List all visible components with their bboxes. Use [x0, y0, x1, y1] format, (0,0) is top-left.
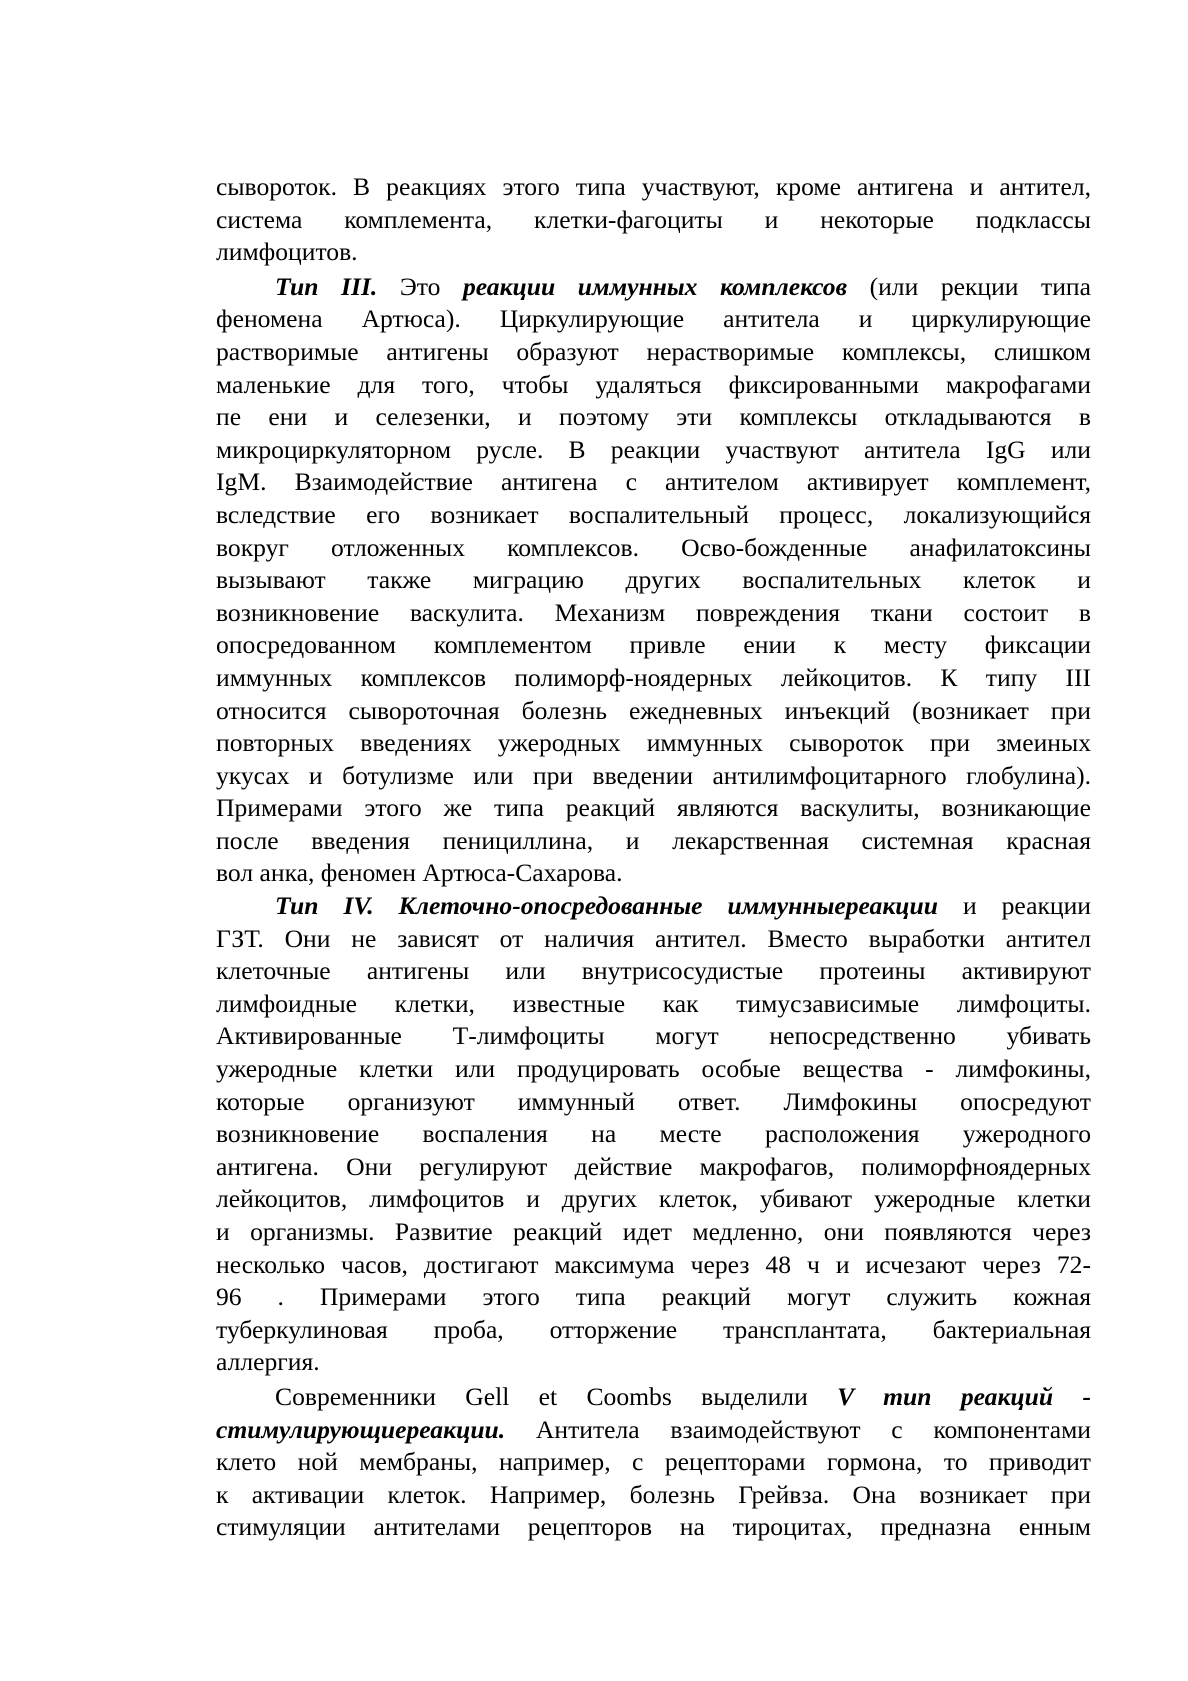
type-5-term: V тип реакций - [837, 1381, 1092, 1411]
text-line: иммунных комплексов полиморф-ноядерных лейкоцитов. К типу III [216, 662, 1091, 692]
text-line: Примерами этого же типа реакций являются васкулиты, возникающие [216, 793, 1091, 823]
text-line: лимфоцитов. [216, 237, 358, 267]
text-line: лейкоцитов, лимфоцитов и других клеток, убивают ужеродные клетки [216, 1184, 1091, 1214]
text-line: опосредованном комплементом привле ении к месту фиксации [216, 630, 1091, 660]
text-line: клето ной мембраны, например, с рецепторами гормона, то приводит [216, 1447, 1091, 1477]
text-line: укусах и ботулизме или при введении антилимфоцитарного глобулина). [216, 760, 1091, 790]
text-line: вследствие его возникает воспалительный процесс, локализующийся [216, 499, 1091, 529]
text-line: Активированные Т-лимфоциты могут непосредственно убивать [216, 1021, 1091, 1051]
text-line: антигена. Они регулируют действие макрофагов, полиморфноядерных [216, 1151, 1091, 1181]
text-line: 96 . Примерами этого типа реакций могут служить кожная [216, 1282, 1091, 1312]
text-line: вол анка, феномен Артюса-Сахарова. [216, 858, 623, 888]
inline-text: (или рекции типа [847, 271, 1091, 301]
inline-text: и реакции [938, 891, 1091, 921]
text-line: после введения пенициллина, и лекарственная системная красная [216, 825, 1091, 855]
text-line [216, 1414, 1091, 1447]
text-line: и организмы. Развитие реакций идет медленно, они появляются через [216, 1217, 1091, 1246]
text-line: несколько часов, достигают максимума через 48 ч и исчезают через 72- [216, 1249, 1091, 1279]
type-3-label: Тип III. [275, 271, 378, 301]
text-line: пе ени и селезенки, и поэтому эти комплексы откладываются в [216, 402, 1091, 432]
text-line: к активации клеток. Например, болезнь Грейвза. Она возникает при [216, 1479, 1091, 1509]
paragraph-type-5 [216, 1381, 1091, 1544]
text-line: стимуляции антителами рецепторов на тироцитах, предназна енным [216, 1512, 1091, 1542]
text-line: микроциркуляторном русле. В реакции участвуют антитела IgG или [216, 434, 1091, 464]
paragraph-first-line [216, 271, 1091, 304]
inline-text: Это [377, 271, 463, 301]
text-line: возникновение воспаления на месте расположения ужеродного [216, 1119, 1091, 1149]
type-4-term: Тип IV. Клеточно-опосредованные иммунныереакции [275, 891, 938, 921]
text-line: маленькие для того, чтобы удаляться фиксированными макрофагами [216, 369, 1091, 399]
text-line: ГЗТ. Они не зависят от наличия антител. Вместо выработки антител [216, 923, 1091, 953]
text-line: относится сывороточная болезнь ежедневных инъекций (возникает при [216, 695, 1091, 725]
paragraph-first-line [216, 1381, 1091, 1414]
text-line: система комплемента, клетки-фагоциты и некоторые подклассы [216, 204, 1091, 234]
document-page [216, 171, 1091, 1544]
type-3-term: реакции иммунных комплексов [462, 271, 848, 301]
text-line: феномена Артюса). Циркулирующие антитела и циркулирующие [216, 304, 1091, 334]
type-5-term-continued: стимулирующиереакции. [216, 1414, 506, 1444]
paragraph-type-3 [216, 271, 1091, 890]
text-line: аллергия. [216, 1347, 320, 1377]
inline-text: Антитела взаимодействуют с компонентами [505, 1414, 1091, 1444]
text-line: которые организуют иммунный ответ. Лимфокины опосредуют [216, 1086, 1091, 1116]
text-line: лимфоидные клетки, известные как тимусзависимые лимфоциты. [216, 988, 1091, 1018]
text-line: клеточные антигены или внутрисосудистые протеины активируют [216, 956, 1091, 986]
text-line: возникновение васкулита. Механизм повреждения ткани состоит в [216, 597, 1091, 627]
text-line: растворимые антигены образуют нерастворимые комплексы, слишком [216, 336, 1091, 366]
text-line: вокруг отложенных комплексов. Осво-божденные анафилатоксины [216, 532, 1091, 562]
text-line: IgM. Взаимодействие антигена с антителом активирует комплемент, [216, 467, 1091, 497]
paragraph-intro [216, 171, 1091, 269]
inline-text: Современники Gell et Coombs выделили [275, 1381, 838, 1411]
text-line: вызывают также миграцию других воспалительных клеток и [216, 565, 1091, 595]
text-line: повторных введениях ужеродных иммунных сывороток при змеиных [216, 728, 1091, 758]
text-line: ужеродные клетки или продуцировать особые вещества - лимфокины, [216, 1054, 1091, 1084]
paragraph-type-4 [216, 890, 1091, 1379]
text-line: сывороток. В реакциях этого типа участвуют, кроме антигена и антител, [216, 172, 1091, 201]
text-line: туберкулиновая проба, отторжение трансплантата, бактериальная [216, 1314, 1091, 1344]
paragraph-first-line [216, 890, 1091, 923]
